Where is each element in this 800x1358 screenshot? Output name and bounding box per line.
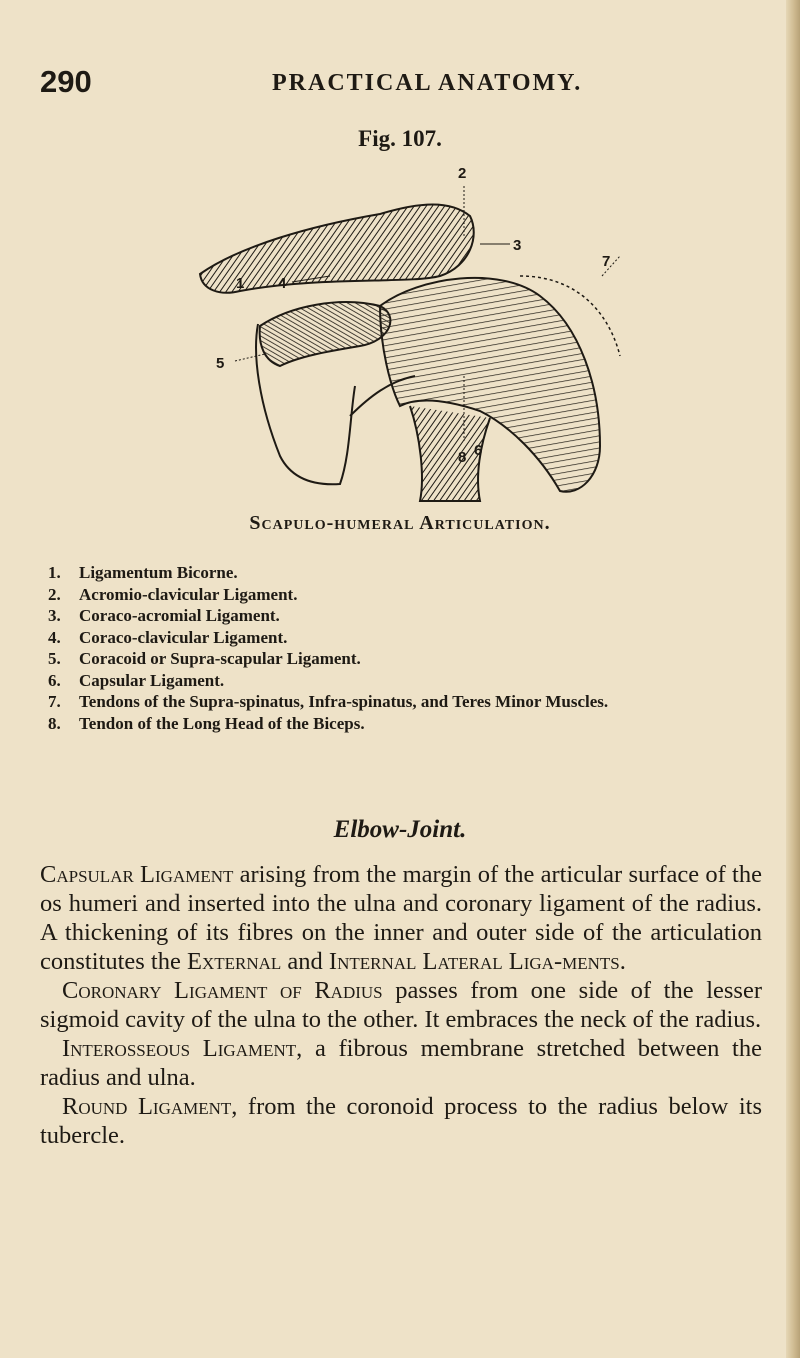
legend-item: 1. Ligamentum Bicorne.	[48, 563, 238, 582]
figure-illustration	[180, 156, 640, 516]
paragraph-round: Round Ligament, from the coronoid process to the radius below its tubercle.	[40, 1093, 762, 1149]
page-number: 290	[40, 64, 92, 99]
term: Interosseous Ligament	[62, 1035, 297, 1062]
figure-legend	[48, 562, 768, 734]
figure-label: Fig. 107.	[358, 126, 442, 151]
callout-6: 6	[474, 442, 483, 459]
page-header	[40, 64, 760, 104]
page-edge	[786, 0, 800, 1358]
section-title: Elbow-Joint.	[333, 816, 467, 843]
callout-4: 4	[278, 275, 287, 292]
shoulder-joint-engraving	[180, 156, 640, 516]
legend-item: 3. Coraco-acromial Ligament.	[48, 606, 280, 625]
callout-5: 5	[216, 355, 225, 372]
term: Round Ligament	[62, 1093, 232, 1120]
legend-item: 5. Coracoid or Supra-scapular Ligament.	[48, 649, 361, 668]
legend-item: 7. Tendons of the Supra-spinatus, Infra-spinatus, and Teres Minor Muscles.	[48, 692, 609, 711]
paragraph-interosseous: Interosseous Ligament, a fibrous membrane stretched between the radius and ulna.	[40, 1035, 762, 1091]
term: External	[186, 948, 282, 975]
callout-3: 3	[513, 237, 522, 254]
callout-2: 2	[458, 165, 467, 182]
callout-1: 1	[236, 275, 245, 292]
body-text	[40, 860, 762, 1150]
legend-item: 2. Acromio-clavicular Ligament.	[48, 584, 298, 604]
paragraph-capsular: Capsular Ligament arising from the margin of the articular surface of the os humeri and inserted into the ulna and coronary ligament of the radius. A thickening of its fibres on the inner and outer side of the articulation constitutes the External and Internal Lateral Liga-ments.	[40, 861, 762, 975]
running-title: PRACTICAL ANATOMY.	[272, 70, 583, 96]
term: Coronary Ligament of Radius	[62, 977, 383, 1004]
legend-item: 6. Capsular Ligament.	[48, 670, 225, 690]
legend-item: 8. Tendon of the Long Head of the Biceps.	[48, 713, 365, 733]
callout-7: 7	[602, 253, 611, 270]
term: Capsular Ligament	[40, 861, 234, 888]
legend-item: 4. Coraco-clavicular Ligament.	[48, 627, 288, 647]
figure-caption: Scapulo-humeral Articulation.	[249, 512, 551, 534]
callout-8: 8	[458, 449, 467, 466]
paragraph-coronary: Coronary Ligament of Radius passes from one side of the lesser sigmoid cavity of the ulna to the other. It embraces the neck of the radius.	[40, 977, 762, 1033]
term: Internal Lateral Liga-ments	[328, 948, 620, 975]
